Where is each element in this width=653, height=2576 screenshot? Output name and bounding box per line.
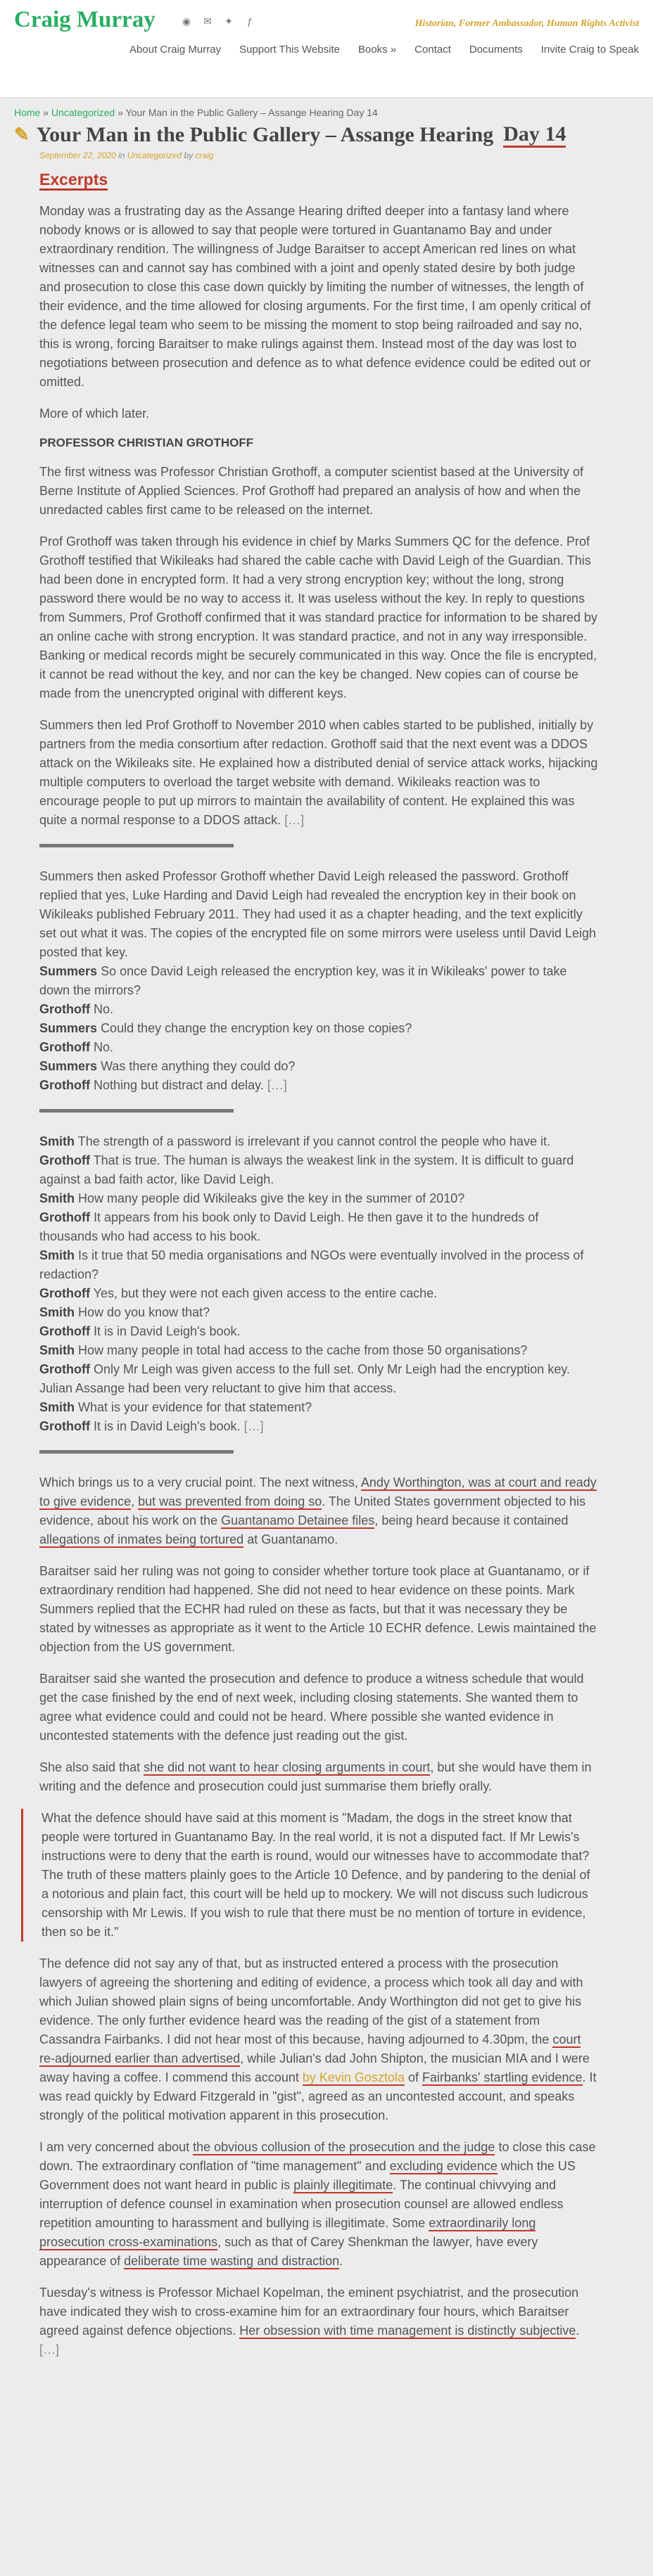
breadcrumb-category[interactable]: Uncategorized [51,107,115,118]
divider [39,1109,234,1113]
dialogue-line [39,962,600,1000]
text: . The continual chivvying and interruption of defence counsel in examination when prosecution counsel are allowed endless repetition amounting to harassment and bullying is illegitimate. Some [39,2178,564,2230]
speaker: Grothoff [39,1419,90,1433]
text: She also said that [39,1760,144,1774]
speaker: Grothoff [39,1210,90,1224]
paragraph [39,716,600,830]
dialogue-line [39,1208,600,1246]
dialogue-line [39,1284,600,1303]
breadcrumb-current: Your Man in the Public Gallery – Assange Hearing Day 14 [125,107,378,118]
paragraph [39,1758,600,1796]
text: , [131,1494,139,1508]
post-category[interactable]: Uncategorized [127,150,182,160]
dialogue-line [39,1398,600,1417]
social-links [180,15,256,27]
underlined-text: she did not want to hear closing arguments in court [144,1760,431,1774]
paragraph [39,1473,600,1549]
paragraph [39,1954,600,2125]
text: at Guantanamo. [243,1532,338,1546]
speech: It appears from his book only to David Leigh. He then gave it to the hundreds of thousands who had access to his book. [39,1210,539,1243]
underlined-text: the obvious collusion of the prosecution and the judge [193,2140,495,2154]
speaker: Smith [39,1343,75,1357]
blockquote [21,1809,600,1942]
text: . It was read quickly by Edward Fitzgerald in "gist", agreed as an uncontested account, and speaks strongly of the political motivation apparent in this prosecution. [39,2070,597,2122]
text: which the US Government does not want heard in public is [39,2159,576,2192]
speaker: Smith [39,1248,75,1262]
dialogue-line [39,1341,600,1360]
speech: The strength of a password is irrelevant if you cannot control the people who have it. [77,1134,551,1148]
text: , while Julian's dad John Shipton, the musician MIA and I were away having a coffee. I commend this account [39,2051,590,2084]
speech: How many people did Wikileaks give the key in the summer of 2010? [78,1191,465,1205]
dialogue-line [39,1132,600,1151]
nav-invite[interactable]: Invite Craig to Speak [540,44,639,56]
speech: How do you know that? [78,1305,210,1319]
speaker: Smith [39,1400,75,1414]
underlined-text: Andy Worthington, was at court and ready to give evidence [39,1475,597,1508]
dialogue-line [39,1076,600,1095]
nav-support[interactable]: Support This Website [239,44,340,56]
excerpts-label: Excerpts [39,170,108,191]
twitter-icon[interactable]: ✦ [224,15,233,27]
speaker: Grothoff [39,1078,90,1092]
dialogue-line [39,1246,600,1284]
dialogue-line [39,1417,600,1436]
post-title-main: Your Man in the Public Gallery – Assange Hearing [36,123,494,146]
underlined-text: allegations of inmates being tortured [39,1532,244,1546]
text: of [404,2070,422,2084]
more-marker[interactable]: […] [284,813,305,827]
nav-documents[interactable]: Documents [469,44,523,56]
speech: No. [94,1002,114,1016]
underlined-text: but was prevented from doing so [138,1494,322,1508]
more-marker[interactable]: […] [267,1078,287,1092]
speech: It is in David Leigh's book. [94,1419,241,1433]
underlined-text: court re-adjourned earlier than advertised [39,2032,581,2065]
underlined-text: excluding evidence [389,2159,497,2173]
text: , but she would have them in writing and the defence and prosecution could just summarise them briefly orally. [39,1760,592,1793]
paragraph: Baraitser said she wanted the prosecution and defence to produce a witness schedule that would get the case finished by the end of next week, including closing statements. She wanted them to agree what evidence could and could not be heard. Where possible she wanted evidence in uncontested statements with the defence just reading out the gist. [39,1672,584,1743]
post-meta [39,150,626,160]
dialogue-line [39,1189,600,1208]
speaker: Grothoff [39,1286,90,1300]
breadcrumb-separator: » [43,107,49,118]
email-icon[interactable]: ✉ [203,15,212,27]
divider [39,1450,234,1454]
dialogue-line [39,1360,600,1398]
paragraph: The first witness was Professor Christian Grothoff, a computer scientist based at the University of Berne Institute of Applied Sciences. Prof Grothoff had prepared an analysis of how and when the unredacted cables first came to be released on the internet. [39,465,583,517]
paragraph [39,2283,600,2359]
speaker: Smith [39,1305,75,1319]
main-content [14,107,626,2372]
text: The defence did not say any of that, but as instructed entered a process with the prosecution lawyers of agreeing the shortening and editing of evidence, a process which took all day and with which Julian showed plain signs of being uncomfortable. Andy Worthington did not get to give his evidence. The only further evidence heard was the reading of the gist of a statement from Cassandra Fairbanks. I did not hear most of this because, having adjourned to 4.30pm, the [39,1956,583,2046]
speaker: Grothoff [39,1362,90,1376]
site-header [0,0,653,97]
main-nav [129,44,639,56]
site-tagline: Historian, Former Ambassador, Human Rights Activist [414,18,639,29]
post-date[interactable]: September 22, 2020 [39,150,116,160]
speaker: Grothoff [39,1324,90,1338]
underlined-text: plainly illegitimate [293,2178,393,2192]
speech: No. [94,1040,114,1054]
dialogue-line [39,1303,600,1322]
text: Tuesday's witness is Professor Michael Kopelman, the eminent psychiatrist, and the prosecution have indicated they wish to cross-examine him for an extraordinary four hours, which Baraitser agreed against defence objections. [39,2286,579,2338]
text: I am very concerned about [39,2140,194,2154]
speech: Only Mr Leigh was given access to the full set. Only Mr Leigh had the encryption key. Julian Assange had been very reluctant to give him that access. [39,1362,570,1395]
dialogue-line [39,1322,600,1341]
rss-icon[interactable]: ◉ [182,15,191,27]
site-title[interactable]: Craig Murray [14,7,156,32]
gosztola-link[interactable]: by Kevin Gosztola [302,2070,405,2084]
post-author[interactable]: craig [195,150,214,160]
meta-by-label: by [184,150,194,160]
speech: It is in David Leigh's book. [94,1324,241,1338]
underlined-text: deliberate time wasting and distraction [124,2254,340,2268]
speech: What is your evidence for that statement? [78,1400,312,1414]
speaker: Summers [39,1059,98,1073]
text: Which brings us to a very crucial point. The next witness, [39,1475,361,1489]
speaker: Summers [39,1021,98,1035]
breadcrumb-home[interactable]: Home [14,107,41,118]
more-marker[interactable]: […] [39,2343,60,2357]
underlined-text: Her obsession with time management is distinctly subjective [239,2324,576,2338]
speech: Yes, but they were not each given access to the entire cache. [93,1286,438,1300]
post-title-day: Day 14 [503,123,566,148]
paragraph: Baraitser said her ruling was not going to consider whether torture took place at Guantanamo, or if extraordinary rendition had happened. She did not need to hear evidence on these points. Mark Summers replied that the ECHR had ruled on these as facts, but that it was necessary they be stated by witnesses as appropriate as it went to the Article 10 ECHR defence. Lewis maintained the objection from the US government. [39,1564,597,1654]
underlined-text: extraordinarily long prosecution cross-examinations [39,2216,536,2249]
text: , being heard because it contained [374,1513,569,1527]
post-title [14,122,626,148]
speaker: Grothoff [39,1002,90,1016]
speech: How many people in total had access to the cache from those 50 organisations? [78,1343,528,1357]
dialogue-line [39,1038,600,1057]
speaker: Summers [39,964,98,978]
nav-contact[interactable]: Contact [414,44,451,56]
paragraph [39,2138,600,2271]
speech: Could they change the encryption key on those copies? [101,1021,412,1035]
nav-books[interactable]: Books » [357,44,397,56]
quote-text: What the defence should have said at this moment is "Madam, the dogs in the street know that people were tortured in Guantanamo Bay. In the real world, it is not a disputed fact. If Mr Lewis's instructions were to deny that the earth is round, would our witnesses have to accommodate that? The truth of these matters plainly goes to the Article 10 Defence, and by pandering to the denial of a notorious and plain fact, this court will be held up to mockery. We will not discuss such ludicrous censorship with Mr Lewis. If you wish to rule that there must be no mention of torture in evidence, then so be it." [42,1811,590,1939]
paragraph: Summers then asked Professor Grothoff whether David Leigh released the password. Grothoff replied that yes, Luke Harding and David Leigh had revealed the encryption key in their book on Wikileaks published February 2011. They had used it as a chapter heading, and the text explicitly set out what it was. The copies of the encrypted file on some mirrors were useless until David Leigh posted that key. [39,869,597,959]
speech: So once David Leigh released the encryption key, was it in Wikileaks' power to take down the mirrors? [39,964,567,997]
pencil-icon: ✎ [14,124,30,145]
paragraph: Monday was a frustrating day as the Assange Hearing drifted deeper into a fantasy land where nobody knows or is allowed to say that people were tortured in Guantanamo Bay and under extraordinary rendition. The willingness of Judge Baraitser to accept American red lines on what witnesses can and cannot say has combined with a joint and openly stated desire by both judge and prosecution to close this case down quickly by limiting the number of witnesses, the length of their evidence, and the time allowed for closing arguments. For the first time, I am openly critical of the defence legal team who seem to be missing the moment to stop being railroaded and say no, this is wrong, forcing Baraitser to make rulings against them. Instead most of the day was lost to negotiations between prosecution and defence as to what defence evidence could be edited out or omitted. [39,204,591,389]
speaker: Grothoff [39,1040,90,1054]
dialogue-line [39,1151,600,1189]
text: , such as that of Carey Shenkman the lawyer, have every appearance of [39,2235,538,2268]
nav-about[interactable]: About Craig Murray [129,44,222,56]
text: . [339,2254,343,2268]
dialogue-line [39,1057,600,1076]
article-body [39,202,600,2359]
speech: Nothing but distract and delay. [94,1078,264,1092]
speaker: Smith [39,1134,75,1148]
speech: That is true. The human is always the weakest link in the system. It is difficult to guard against a bad faith actor, like David Leigh. [39,1153,574,1186]
speaker: Smith [39,1191,75,1205]
text: . [576,2324,580,2338]
paragraph-text: Summers then led Prof Grothoff to November 2010 when cables started to be published, initially by partners from the media consortium after redaction. Grothoff said that the next event was a DDOS attack on the Wikileaks site. He explained how a distributed denial of service attack works, hijacking multiple computers to overload the target website with demand. Wikileaks reaction was to encourage people to put up mirrors to maintain the availability of content. He explained this was quite a normal response to a DDOS attack. [39,718,598,827]
facebook-icon[interactable]: ƒ [247,15,253,27]
breadcrumb-separator: » [118,107,123,118]
underlined-text: Fairbanks' startling evidence [421,2070,583,2084]
text: to close this case down. The extraordinary conflation of "time management" and [39,2140,596,2173]
meta-in-label: in [118,150,125,160]
more-marker[interactable]: […] [243,1419,264,1433]
paragraph: More of which later. [39,406,150,421]
speech: Was there anything they could do? [101,1059,296,1073]
paragraph: Prof Grothoff was taken through his evidence in chief by Marks Summers QC for the defence. Prof Grothoff testified that Wikileaks had shared the cable cache with David Leigh of the Guardian. This had been done in encrypted form. It had a very strong encryption key; without the long, strong password there would be no way to access it. It was useless without the key. In reply to questions from Summers, Prof Grothoff confirmed that it was standard practice for information to be shared by an online cache with strong encryption. It was standard practice, and not in any way irresponsible. Banking or medical records might be securely communicated in this way. Once the file is encrypted, it cannot be read without the key, and nor can the key be changed. New copies can of course be made from the unencrypted original with different keys. [39,534,598,700]
divider [39,844,234,847]
breadcrumb [14,107,626,118]
section-heading: PROFESSOR CHRISTIAN GROTHOFF [39,436,254,449]
speaker: Grothoff [39,1153,90,1167]
underlined-text: Guantanamo Detainee files [221,1513,375,1527]
dialogue-line [39,1019,600,1038]
dialogue-line [39,1000,600,1019]
speech: Is it true that 50 media organisations and NGOs were eventually involved in the process of redaction? [39,1248,584,1281]
text: . The United States government objected to his evidence, about his work on the [39,1494,586,1527]
